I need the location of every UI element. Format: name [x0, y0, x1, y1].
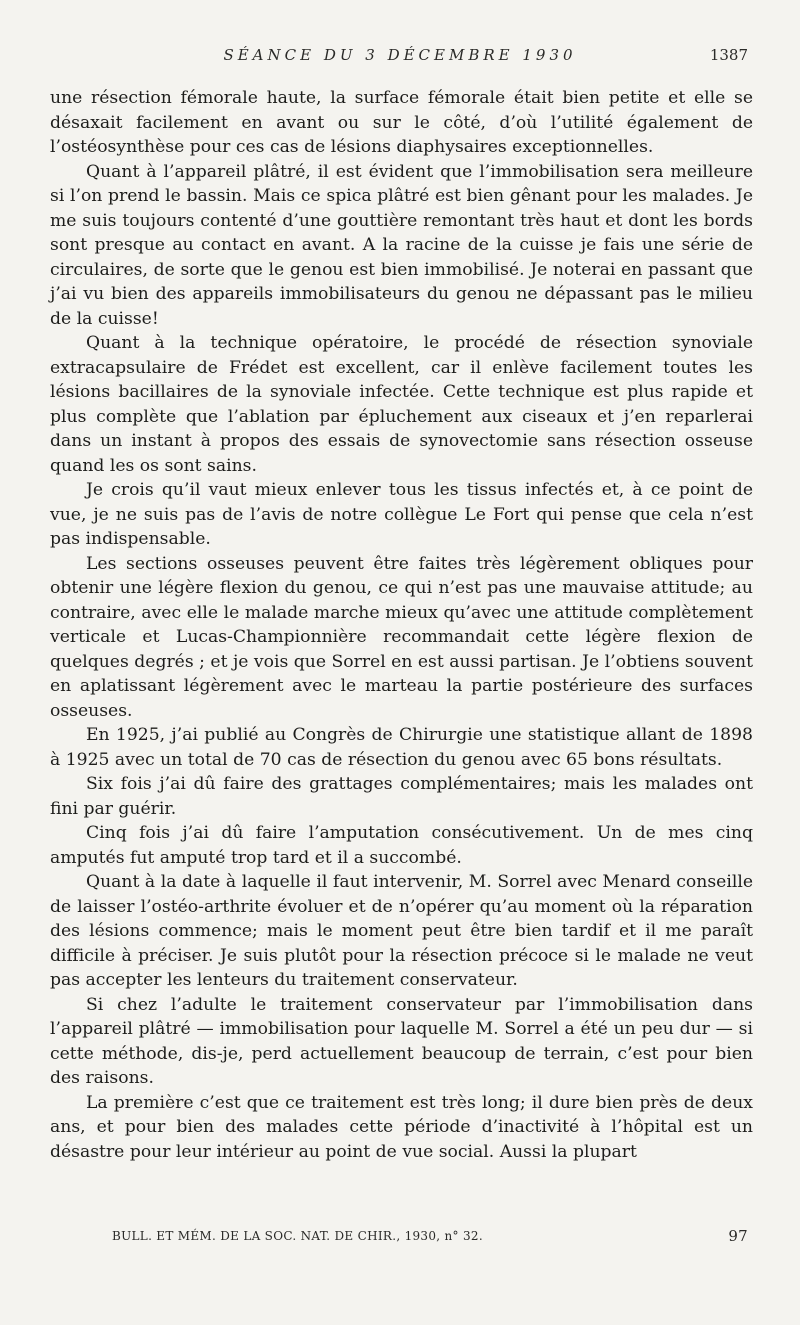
- paragraph: Quant à la date à laquelle il faut intervenir, M. Sorrel avec Menard conseille de laisser l’ostéo-arthrite évoluer et de n’opérer qu’au moment où la réparation des lésions commence; mais le moment peut être bien tardif et il me paraît difficile à préciser. Je suis plutôt pour la résection précoce si le malade ne veut pas accepter les lenteurs du traitement conservateur.: [50, 872, 753, 990]
- paragraph: Quant à l’appareil plâtré, il est évident que l’immobilisation sera meilleure si l’on prend le bassin. Mais ce spica plâtré est bien gênant pour les malades. Je me suis toujours contenté d’une gouttière remontant très haut et dont les bords sont presque au contact en avant. A la racine de la cuisse je fais une série de circulaires, de sorte que le genou est bien immobilisé. Je noterai en passant que j’ai vu bien des appareils immobilisateurs du genou ne dépassant pas le milieu de la cuisse!: [50, 161, 753, 329]
- footer-citation: BULL. ET MÉM. DE LA SOC. NAT. DE CHIR., 1930, n° 32.: [112, 1229, 483, 1243]
- signature-number: 97: [728, 1227, 748, 1245]
- paragraph: Cinq fois j’ai dû faire l’amputation consécutivement. Un de mes cinq amputés fut amputé trop tard et il a succombé.: [50, 823, 753, 868]
- paragraph: Les sections osseuses peuvent être faites très légèrement obliques pour obtenir une légère flexion du genou, ce qui n’est pas une mauvaise attitude; au contraire, avec elle le malade marche mieux qu’avec une attitude complètement verticale et Lucas-Championnière recommandait cette légère flexion de quelques degrés ; et je vois que Sorrel en est aussi partisan. Je l’obtiens souvent en aplatissant légèrement avec le marteau la partie postérieure des surfaces osseuses.: [50, 553, 753, 721]
- paragraph: une résection fémorale haute, la surface fémorale était bien petite et elle se désaxait facilement en avant ou sur le côté, d’où l’utilité également de l’ostéosynthèse pour ces cas de lésions diaphysaires exceptionnelles.: [50, 88, 753, 157]
- page-header: [50, 46, 750, 72]
- paragraph: Si chez l’adulte le traitement conservateur par l’immobilisation dans l’appareil plâtré — immobilisation pour laquelle M. Sorrel a été un peu dur — si cette méthode, dis-je, perd actuellement beaucoup de terrain, c’est pour bien des raisons.: [50, 994, 753, 1088]
- page-footer: [112, 1229, 748, 1249]
- paragraph: Quant à la technique opératoire, le procédé de résection synoviale extracapsulaire de Frédet est excellent, car il enlève facilement toutes les lésions bacillaires de la synoviale infectée. Cette technique est plus rapide et plus complète que l’ablation par épluchement aux ciseaux et j’en reparlerai dans un instant à propos des essais de synovectomie sans résection osseuse quand les os sont sains.: [50, 333, 753, 476]
- body-text: [50, 86, 753, 1164]
- paragraph: En 1925, j’ai publié au Congrès de Chirurgie une statistique allant de 1898 à 1925 avec un total de 70 cas de résection du genou avec 65 bons résultats.: [50, 725, 753, 770]
- page-number: 1387: [709, 46, 748, 64]
- paragraph: Je crois qu’il vaut mieux enlever tous les tissus infectés et, à ce point de vue, je ne suis pas de l’avis de notre collègue Le Fort qui pense que cela n’est pas indispensable.: [50, 480, 753, 549]
- paragraph: La première c’est que ce traitement est très long; il dure bien près de deux ans, et pour bien des malades cette période d’inactivité à l’hôpital est un désastre pour leur intérieur au point de vue social. Aussi la plupart: [50, 1092, 753, 1162]
- paragraph: Six fois j’ai dû faire des grattages complémentaires; mais les malades ont fini par guérir.: [50, 774, 753, 819]
- running-title: SÉANCE DU 3 DÉCEMBRE 1930: [223, 46, 577, 64]
